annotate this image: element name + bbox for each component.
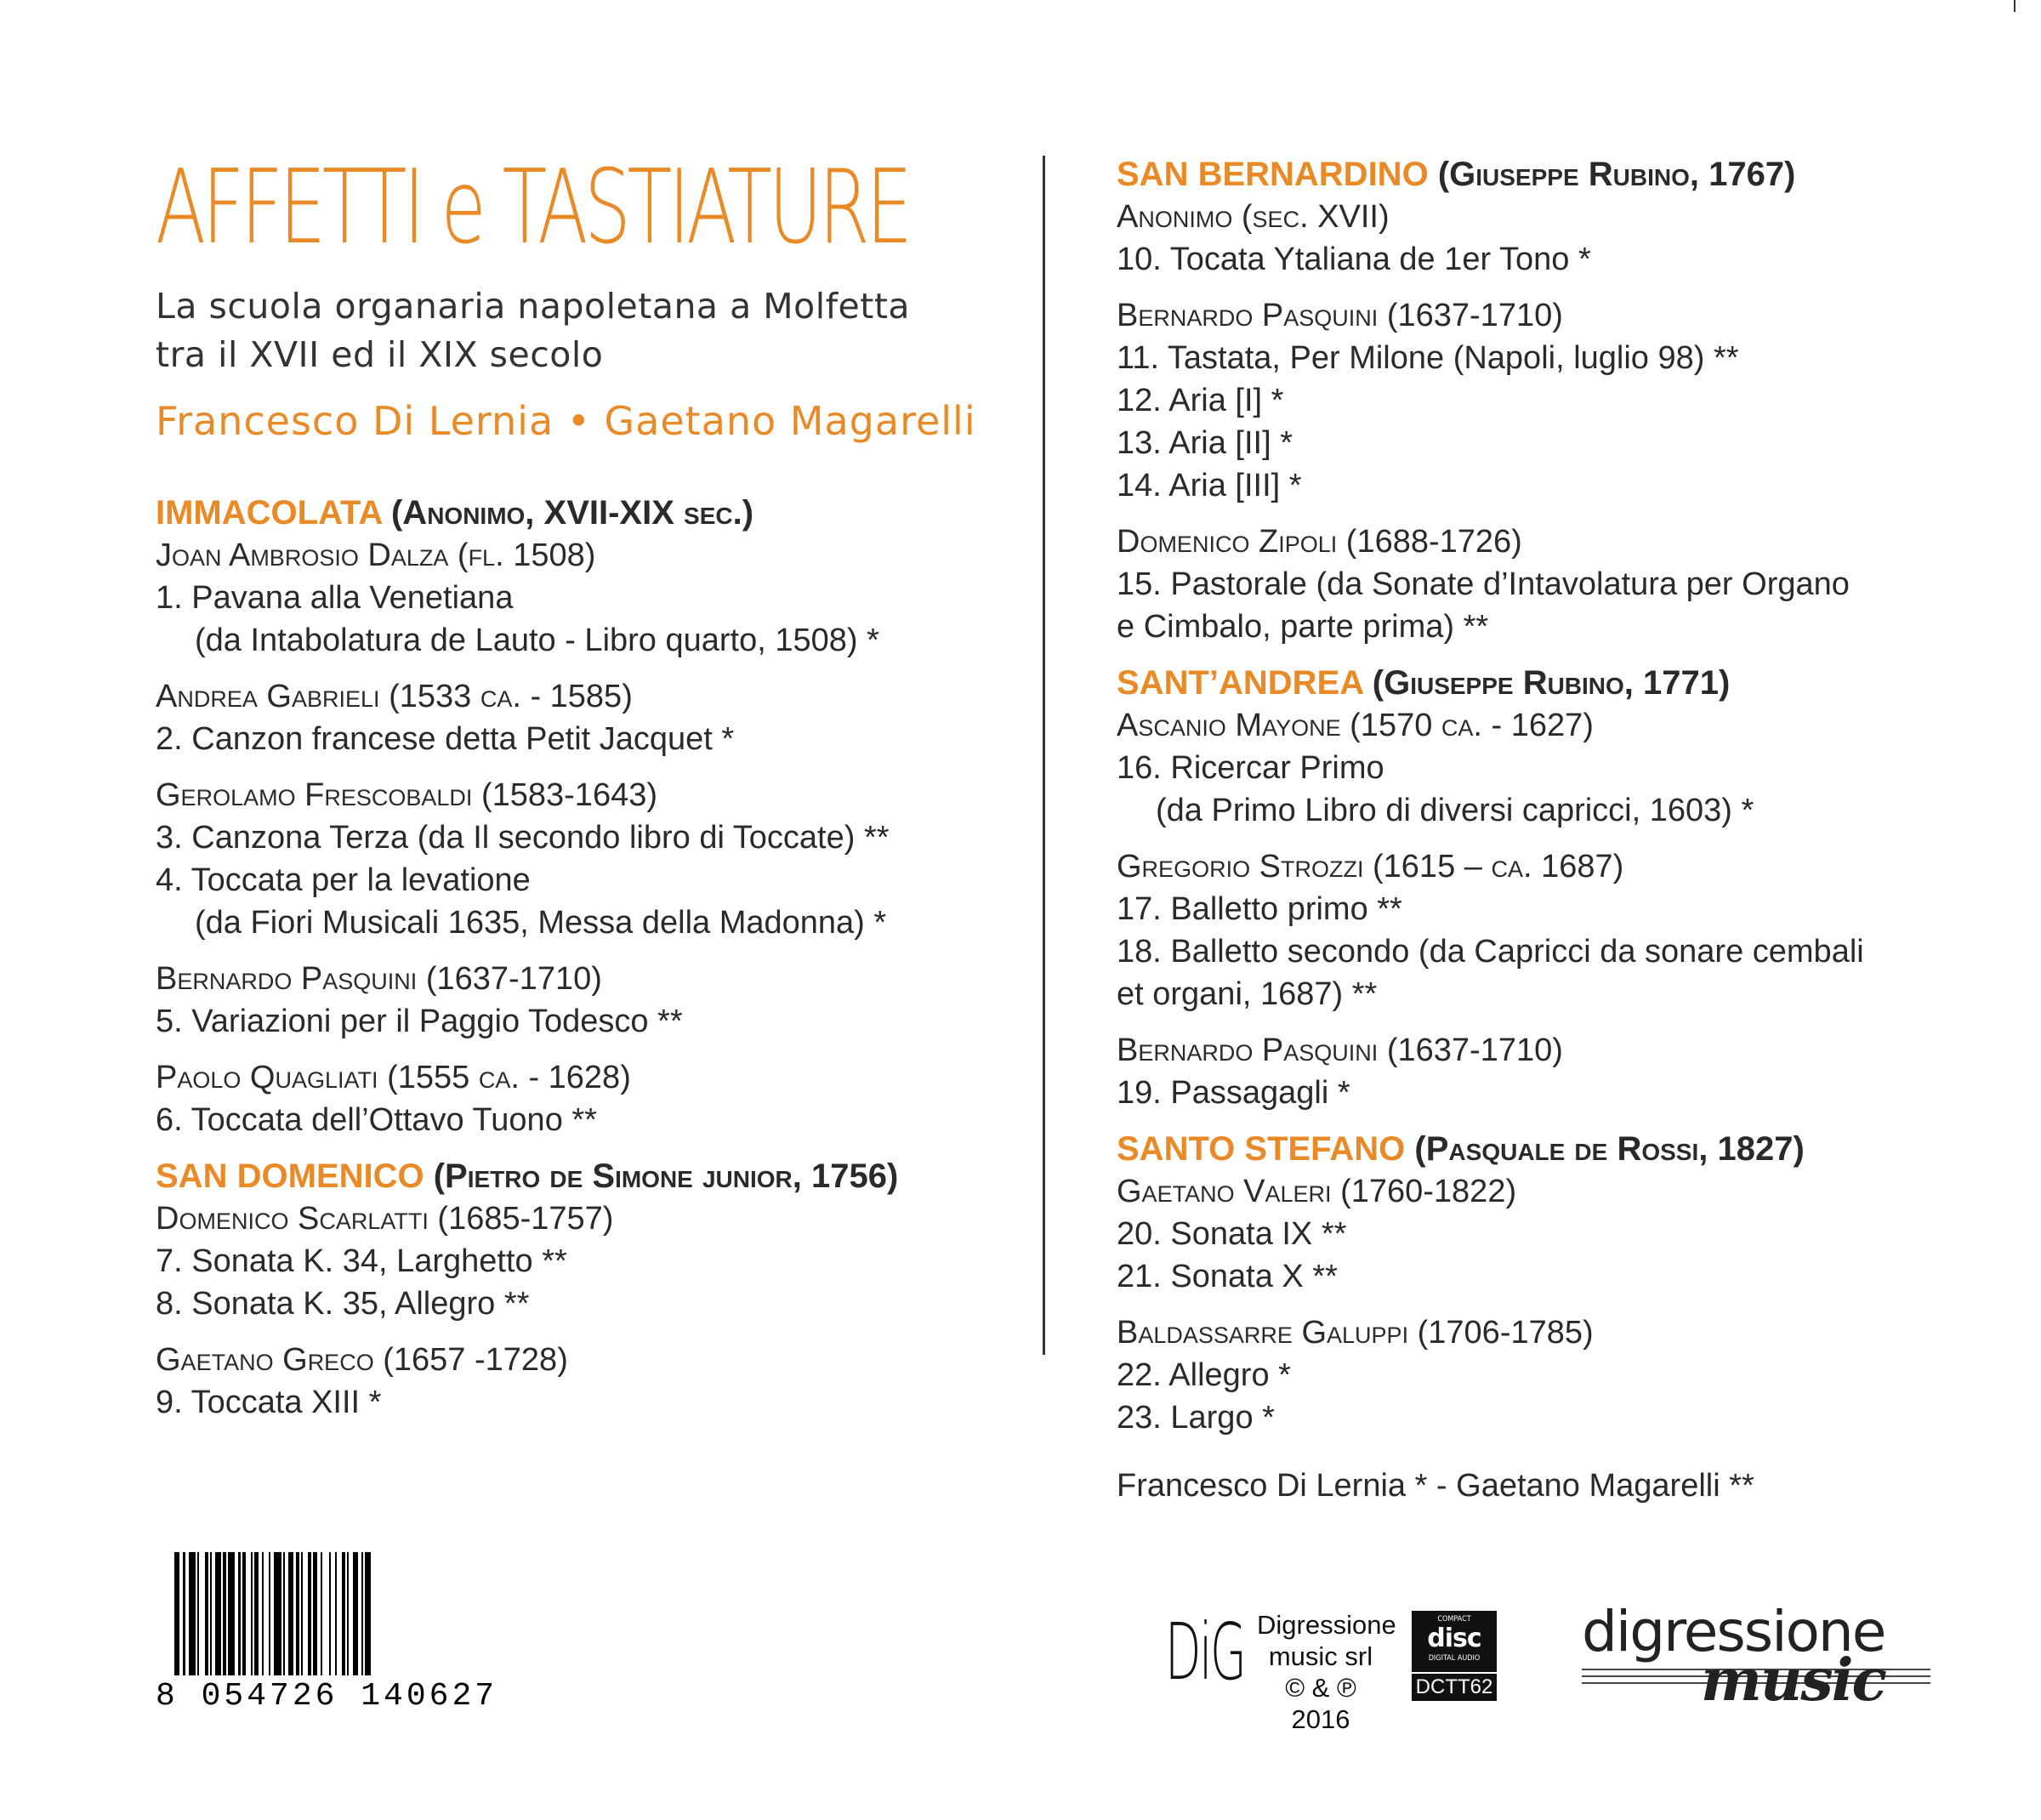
track-item: 11. Tastata, Per Milone (Napoli, luglio 98) ** — [1117, 340, 1739, 376]
label-company: music srl — [1268, 1641, 1373, 1671]
organ-builder — [1438, 156, 1796, 193]
cd-top-text: COMPACT — [1437, 1615, 1471, 1624]
catalog-number: DCTT62 — [1412, 1672, 1497, 1701]
composer-group — [1117, 1311, 1967, 1439]
church-name: SAN BERNARDINO — [1117, 156, 1429, 193]
track-item: 10. Tocata Ytaliana de 1er Tono * — [1117, 242, 1591, 277]
composer-group — [1117, 294, 1967, 507]
church-name: IMMACOLATA — [156, 494, 382, 532]
composer-group — [1117, 704, 1967, 832]
church-heading-santostefano — [1117, 1128, 1967, 1170]
track-item-continued — [1117, 789, 1967, 832]
composer-name: Paolo Quagliati (1555 ca. - 1628) — [156, 1060, 631, 1095]
track-item: 3. Canzona Terza (da Il secondo libro di Toccate) ** — [156, 820, 890, 856]
composer-name: Andrea Gabrieli (1533 ca. - 1585) — [156, 679, 633, 714]
dig-mark: DiG — [1165, 1607, 1245, 1698]
track-item: 16. Ricercar Primo — [1117, 750, 1384, 786]
track-item: 15. Pastorale (da Sonate d’Intavolatura per Organo — [1117, 566, 1850, 602]
composer-name: Gerolamo Frescobaldi (1583-1643) — [156, 777, 657, 813]
logo-word-music: music — [1701, 1647, 1885, 1715]
barcode — [156, 1552, 526, 1715]
track-item: 20. Sonata IX ** — [1117, 1216, 1347, 1252]
track-item: 18. Balletto secondo (da Capricci da sonare cembali — [1117, 934, 1864, 970]
church-heading-immacolata — [156, 492, 1006, 534]
church-heading-santandrea — [1117, 662, 1967, 704]
composer-name: Gaetano Greco (1657 -1728) — [156, 1342, 568, 1378]
track-item-continued: e Cimbalo, parte prima) ** — [1117, 609, 1489, 645]
cd-main-text: disc — [1427, 1624, 1481, 1653]
organ-builder-text: (Anonimo, XVII-XIX sec.) — [390, 494, 754, 532]
track-item: 19. Passagagli * — [1117, 1075, 1350, 1111]
composer-name: Domenico Zipoli (1688-1726) — [1117, 524, 1522, 560]
logo-word-digressione: digressione — [1582, 1599, 1885, 1664]
organ-builder-text: (Giuseppe Rubino, 1771) — [1372, 664, 1731, 702]
church-heading-sanbernardino — [1117, 153, 1967, 196]
track-item: 22. Allegro * — [1117, 1357, 1291, 1393]
composer-name: Domenico Scarlatti (1685-1757) — [156, 1201, 614, 1237]
track-item: 5. Variazioni per il Paggio Todesco ** — [156, 1004, 683, 1039]
composer-group — [156, 1056, 1006, 1141]
track-item: 13. Aria [II] * — [1117, 425, 1293, 461]
track-item: 8. Sonata K. 35, Allegro ** — [156, 1286, 530, 1322]
performer-credit: Francesco Di Lernia * - Gaetano Magarelli ** — [1117, 1468, 1754, 1504]
composer-group — [156, 675, 1006, 760]
church-name: SANTO STEFANO — [1117, 1130, 1406, 1168]
label-info — [1257, 1609, 1396, 1735]
dig-logo — [1165, 1606, 1505, 1734]
composer-name: Anonimo (sec. XVII) — [1117, 199, 1390, 235]
organ-builder-text: (Pasquale de Rossi, 1827) — [1414, 1130, 1805, 1168]
church-heading-sandomenico — [156, 1155, 1006, 1197]
left-column — [156, 149, 1006, 1437]
church-name: SAN DOMENICO — [156, 1157, 424, 1195]
barcode-bars — [174, 1552, 506, 1675]
composer-name: Baldassarre Galuppi (1706-1785) — [1117, 1315, 1594, 1351]
composer-group — [156, 534, 1006, 662]
composer-name: Bernardo Pasquini (1637-1710) — [1117, 1032, 1563, 1068]
copyright: © & ℗ 2016 — [1285, 1673, 1356, 1734]
church-name: SANT’ANDREA — [1117, 664, 1363, 702]
barcode-bar — [274, 1552, 281, 1675]
right-column — [1117, 153, 1967, 1507]
track-item: 17. Balletto primo ** — [1117, 891, 1402, 927]
edge-tick — [2014, 0, 2015, 12]
album-subtitle — [156, 282, 1006, 379]
composer-group — [1117, 196, 1967, 281]
organ-builder — [1373, 664, 1731, 702]
composer-group — [156, 1339, 1006, 1424]
subtitle-line-1: La scuola organaria napoletana a Molfetta — [156, 286, 911, 327]
album-title: AFFETTI e TASTIATURE — [156, 149, 909, 267]
barcode-digits: 8 054726 140627 — [156, 1678, 498, 1715]
composer-group — [1117, 520, 1967, 648]
composer-name: Bernardo Pasquini (1637-1710) — [156, 961, 602, 997]
organ-builder — [1414, 1130, 1804, 1168]
composer-group — [1117, 1170, 1967, 1298]
barcode-space — [322, 1552, 329, 1675]
track-item-continued — [156, 619, 1006, 662]
track-item: 9. Toccata XIII * — [156, 1385, 382, 1420]
digressione-music-logo — [1582, 1599, 1939, 1726]
cd-badge — [1412, 1611, 1497, 1672]
organ-builder-text: (Giuseppe Rubino, 1767) — [1437, 156, 1796, 193]
track-item: 7. Sonata K. 34, Larghetto ** — [156, 1243, 567, 1279]
composer-group — [156, 774, 1006, 944]
track-item: 6. Toccata dell’Ottavo Tuono ** — [156, 1102, 597, 1138]
column-divider — [1043, 156, 1045, 1355]
performers: Francesco Di Lernia • Gaetano Magarelli — [156, 398, 976, 444]
track-item: 14. Aria [III] * — [1117, 468, 1302, 503]
track-item: 21. Sonata X ** — [1117, 1259, 1338, 1294]
compact-disc-logo — [1412, 1611, 1497, 1699]
composer-name: Gaetano Valeri (1760-1822) — [1117, 1174, 1517, 1209]
track-item: 2. Canzon francese detta Petit Jacquet * — [156, 721, 735, 757]
track-item: 4. Toccata per la levatione — [156, 862, 531, 898]
cd-sub-text: DIGITAL AUDIO — [1428, 1654, 1481, 1663]
label-name: Digressione — [1257, 1610, 1396, 1640]
composer-group — [156, 1197, 1006, 1325]
track-subtitle: (da Fiori Musicali 1635, Messa della Madonna) * — [195, 905, 887, 941]
track-subtitle: (da Primo Libro di diversi capricci, 1603) * — [1156, 793, 1754, 828]
composer-group — [1117, 1029, 1967, 1114]
composer-name: Gregorio Strozzi (1615 – ca. 1687) — [1117, 849, 1624, 884]
track-item-continued: et organi, 1687) ** — [1117, 976, 1378, 1012]
composer-name: Joan Ambrosio Dalza (fl. 1508) — [156, 537, 596, 573]
composer-name: Ascanio Mayone (1570 ca. - 1627) — [1117, 708, 1594, 743]
track-item-continued — [156, 901, 1006, 944]
composer-group — [156, 958, 1006, 1043]
subtitle-line-2: tra il XVII ed il XIX secolo — [156, 334, 604, 375]
composer-group — [1117, 845, 1967, 1015]
track-item: 23. Largo * — [1117, 1400, 1275, 1436]
composer-name: Bernardo Pasquini (1637-1710) — [1117, 298, 1563, 333]
barcode-bar — [228, 1552, 235, 1675]
organ-builder — [434, 1157, 899, 1195]
barcode-bar — [365, 1552, 370, 1675]
organ-builder-text: (Pietro de Simone junior, 1756) — [433, 1157, 899, 1195]
track-item: 12. Aria [I] * — [1117, 383, 1284, 418]
organ-builder — [391, 494, 753, 532]
track-item: 1. Pavana alla Venetiana — [156, 580, 514, 616]
barcode-bar — [189, 1552, 196, 1675]
track-subtitle: (da Intabolatura de Lauto - Libro quarto, 1508) * — [195, 623, 879, 658]
